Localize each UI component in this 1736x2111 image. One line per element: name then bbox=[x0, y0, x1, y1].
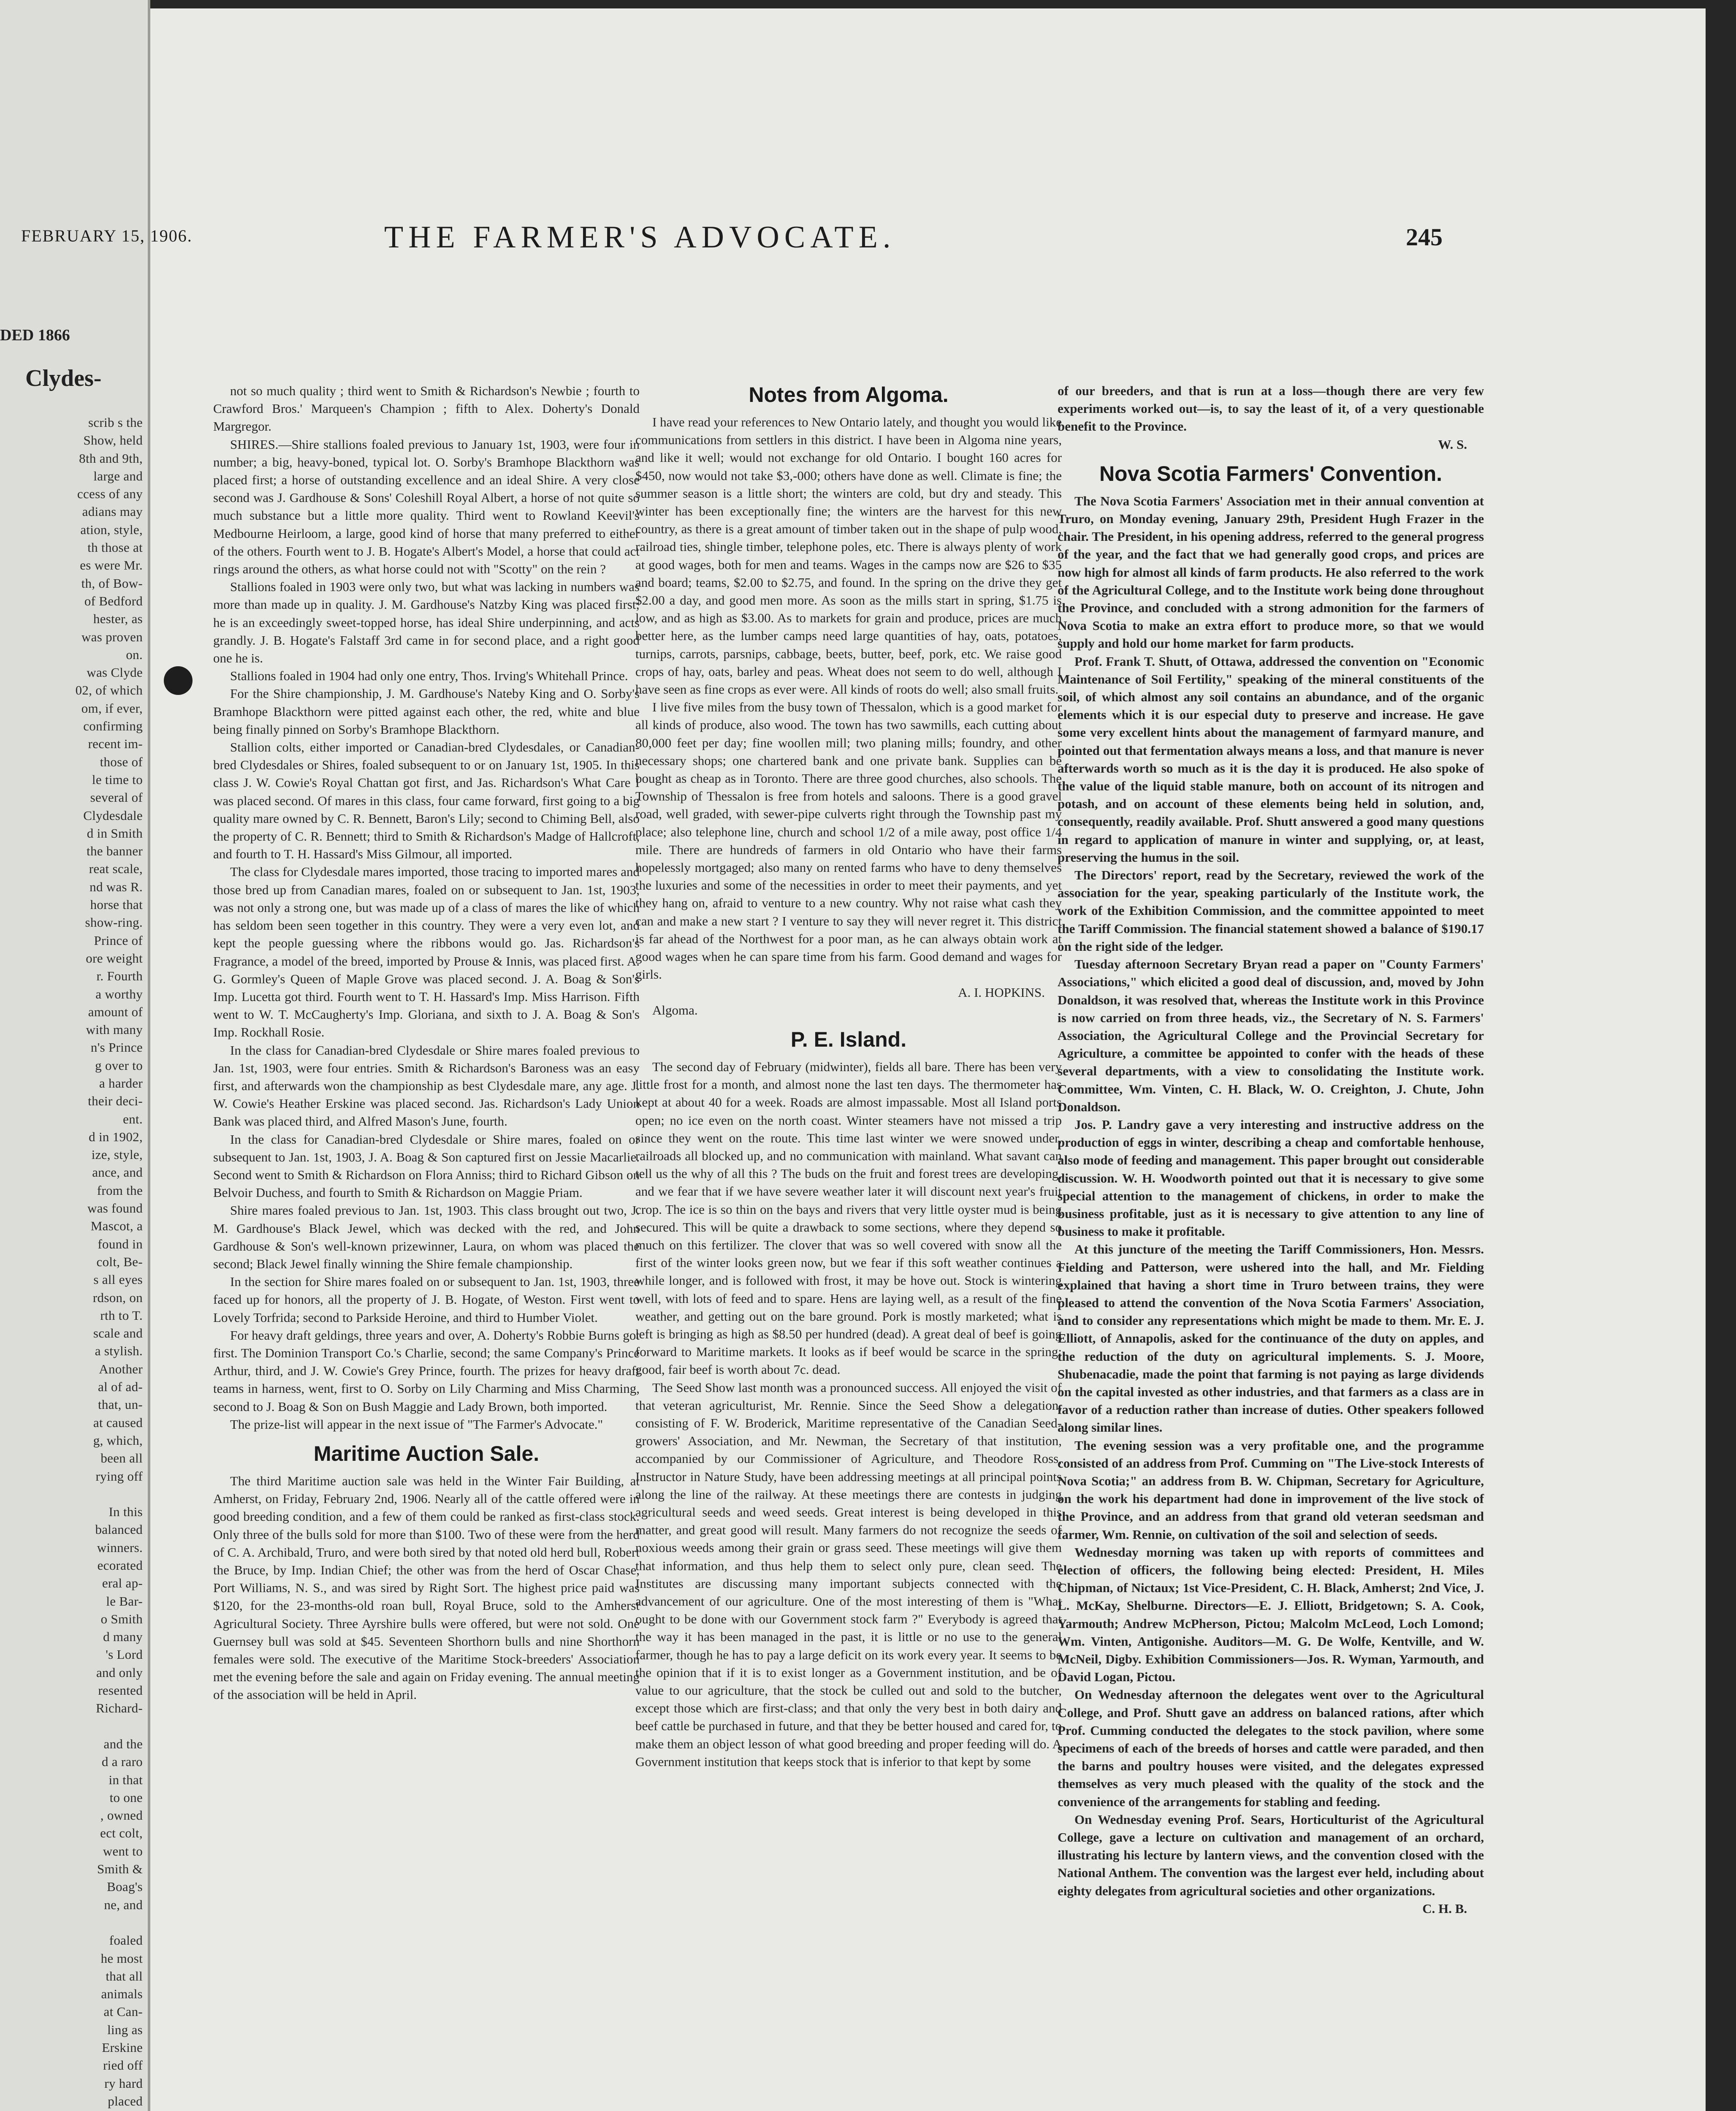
left-facing-page bbox=[0, 0, 150, 2111]
paragraph: Stallions foaled in 1903 were only two, but what was lacking in numbers was more than made up in quality. J. M. Gardhouse's Natzby King was placed first; he is an exceedingly sweet-topped horse, has ideal Shire underpinning, and acts grandly. J. B. Hogate's Falstaff 3rd came in for second place, and a right good one he is. bbox=[213, 579, 640, 666]
paragraph: At this juncture of the meeting the Tariff Commissioners, Hon. Messrs. Fielding and Patterson, were ushered into the hall, and Mr. Fielding explained that having a short time in Truro between trains, they were pleased to attend the convention of the Nova Scotia Farmers' Association, and to consider any representations which might be made to them. Mr. E. J. Elliott, of Annapolis, asked for the continuance of the duty on apples, and the reduction of the duty on agricultural implements. S. J. Moore, Shubenacadie, made the point that farming is not paying as large dividends on the capital invested as other industries, and that farmers as a class are in favor of a reduction rather than increase of duties. Other speakers followed along similar lines. bbox=[1058, 1242, 1484, 1435]
paragraph: The evening session was a very profitable one, and the programme consisted of an address from Prof. Cumming on "The Live-stock Interests of Nova Scotia;" an address from B. W. Chipman, Secretary for Agriculture, on the work his department had done in improvement of the live stock of the Province, and an address from that grand old veteran seedsman and farmer, Wm. Rennie, on cultivation of the soil and selection of seeds. bbox=[1058, 1438, 1484, 1542]
paragraph: Jos. P. Landry gave a very interesting and instructive address on the production of eggs in winter, describing a cheap and comfortable henhouse, also mode of feeding and management. This paper brought out considerable discussion. W. H. Woodworth pointed out that it is necessary to give some special attention to the management of chickens, in order to make the business profitable, just as it is necessary to give attention to any line of business to make it profitable. bbox=[1058, 1117, 1484, 1239]
section-heading-notes-from-algoma: Notes from Algoma. bbox=[749, 383, 949, 407]
page-number: 245 bbox=[1406, 223, 1443, 251]
scan-border-top bbox=[148, 0, 1736, 8]
column-middle bbox=[635, 382, 1062, 1771]
paragraph: On Wednesday evening Prof. Sears, Horticulturist of the Agricultural College, gave a lecture on cultivation and management of an orchard, illustrating his lecture by lantern views, and the convention closed with the National Anthem. The convention was the largest ever held, including about eighty delegates from agricultural societies and other organizations. bbox=[1058, 1812, 1484, 1898]
paragraph: The Seed Show last month was a pronounced success. All enjoyed the visit of that veteran agriculturist, Mr. Rennie. Since the Seed Show a delegation, consisting of F. W. Broderick, Maritime representative of the Canadian Seed-growers' Association, and Mr. Newman, the Secretary of that institution, accompanied by our Commissioner of Agriculture, and Theodore Ross, Instructor in Nature Study, have been addressing meetings at all principal points along the line of the railway. At these meetings there are contests in judging agricultural seeds and weed seeds. Great interest is being developed in this matter, and great good will result. Many farmers do not recognize the seeds of noxious weeds among their grain or grass seed. These meetings will give them that information, and thus help them to select only pure, clean seed. The Institutes are discussing many important subjects connected with the advancement of our agriculture. One of the most interesting of them is "What ought to be done with our Government stock farm ?" Everybody is agreed that the way it has been managed in the past, it is little or no use to the general farmer, though he has to pay a large deficit on its work every year. It seems to be the opinion that if it is to exist longer as a Government institution, and be of value to our agriculture, that the stock be culled out and sold to the butcher, except those which are first-class; and that only the very best in both dairy and beef cattle be purchased in future, and that they be better housed and cared for, to make them an object lesson of what good breeding and proper feeding will do. A Government institution that keeps stock that is inferior to that kept by some bbox=[635, 1380, 1062, 1769]
paragraph: The class for Clydesdale mares imported, those tracing to imported mares and those bred up from Canadian mares, foaled on or subsequent to Jan. 1st, 1903, was not only a strong one, but was made up of a class of mares the like of which has seldom been seen together in this country. They were a very even lot, and kept the people guessing where the ribbons would go. Jas. Richardson's Fragrance, a model of the breed, imported by Prouse & Innis, was placed first. A. G. Gormley's Queen of Maple Grove was placed second. J. A. Boag & Son's Imp. Lucetta got third. Fourth went to T. H. Hassard's Imp. Miss Harrison. Fifth went to W. T. McCaugherty's Imp. Gloriana, and sixth to J. A. Boag & Son's Imp. Rockhall Rosie. bbox=[213, 864, 640, 1040]
paragraph: The third Maritime auction sale was held in the Winter Fair Building, at Amherst, on Friday, February 2nd, 1906. Nearly all of the cattle offered were in good breeding condition, and a few of them could be ranked as first-class stock. Only three of the bulls sold for more than $100. Two of these were from the herd of C. A. Archibald, Truro, and were both sired by that noted old herd bull, Robert the Bruce, by Imp. Indian Chief; the other was from the herd of Oscar Chase, Port Williams, N. S., and was sired by Right Sort. The highest price paid was $120, for the 23-months-old roan bull, Royal Bruce, sold to the Amherst Agricultural Society. Three Ayrshire bulls were offered, but were not sold. One Guernsey bull was sold at $45. Seventeen Shorthorn bulls and nine Shorthorn females were sold. The executive of the Maritime Stock-breeders' Association met the evening before the sale and again on Friday evening. The annual meeting of the association will be held in April. bbox=[213, 1473, 640, 1702]
paragraph: I live five miles from the busy town of Thessalon, which is a good market for all kinds of produce, also wood. The town has two sawmills, each cutting about 80,000 feet per day; fine woollen mill; two planing mills; foundry, and other necessary shops; one chartered bank and one private bank. Supplies can be bought as cheap as in Toronto. There are three good churches, also schools. The Township of Thessalon is free from hotels and saloons. There is a good gravel road, well graded, with sewer-pipe culverts right through the Township past my place; also telephone line, church and school 1/2 of a mile away, post office 1/4 mile. There are hundreds of farmers in old Ontario who have their farms hopelessly mortgaged; also many on rented farms who have to deny themselves the luxuries and some of the necessities in order to meet their payments, and yet they hang on, afraid to venture to a new country. Why not raise what cash they can and make a new start ? I venture to say they will never regret it. This district is far ahead of the Northwest for a poor man, as he can always obtain work at good wages when he can spare time from his farm. Good demand and wages for girls. bbox=[635, 700, 1062, 982]
paragraph: I have read your references to New Ontario lately, and thought you would like communications from settlers in this district. I have been in Algoma nine years, and like it well; would not exchange for old Ontario. I bought 160 acres for $450, now would not take $3,-000; others have done as well. Climate is fine; the summer season is a little short; the winters are cold, but dry and steady. This winter has been exceptionally fine; the winters are the harvest for this new country, as there is a great amount of timber taken out in the shape of pulp wood, railroad ties, shingle timber, telephone poles, etc. There is always plenty of work at good wages, both for men and teams. Wages in the camps now are $26 to $35 and board; teams, $2.00 to $2.75, and found. In the spring on the drive they get $2.00 a day, and good men more. As soon as the mills start in spring, $1.75 is low, and as high as $3.00. As to markets for grain and produce, prices are much better here, as the lumber camps need large quantities of hay, oats, potatoes, turnips, carrots, parsnips, cabbage, beets, butter, beef, pork, etc. We raise good crops of hay, oats, barley and peas. Wheat does not seem to do well, although I have seen as fine crops as ever were. All kinds of roots do well; also small fruits. bbox=[635, 415, 1062, 697]
paragraph: In the class for Canadian-bred Clydesdale or Shire mares, foaled on or subsequent to Jan. 1st, 1903, J. A. Boag & Son captured first on Jessie Macarlie. Second went to Smith & Richardson on Flora Anniss; third to Richard Gibson on Belvoir Duchess, and fourth to Smith & Richardson on Maggie Priam. bbox=[213, 1131, 640, 1200]
column-right bbox=[1058, 382, 1484, 1918]
column-left bbox=[213, 382, 640, 1704]
masthead-title: THE FARMER'S ADVOCATE. bbox=[384, 220, 896, 255]
paragraph: The Directors' report, read by the Secretary, reviewed the work of the association for the year, speaking particularly of the Institute work, the work of the Exhibition Commission, and the committee appointed to meet the Tariff Commission. The financial statement showed a balance of $190.17 on the right side of the ledger. bbox=[1058, 868, 1484, 954]
location-line: Algoma. bbox=[652, 1002, 698, 1018]
paragraph: On Wednesday afternoon the delegates went over to the Agricultural College, and Prof. Shutt gave an address on balanced rations, after which Prof. Cumming conducted the delegates to the stock pavilion, where some specimens of each of the breeds of horses and cattle were paraded, and then the barns and poultry houses were visited, and the delegates expressed themselves as very much pleased with the quality of the stock and the convenience of the arrangements for stabling and feeding. bbox=[1058, 1687, 1484, 1809]
author-signature: C. H. B. bbox=[1422, 1901, 1467, 1916]
paragraph: The Nova Scotia Farmers' Association met in their annual convention at Truro, on Monday evening, January 29th, President Hugh Frazer in the chair. The President, in his opening address, referred to the general progress of the year, and the fact that we had generally good crops, and prices are now high for almost all kinds of farm products. He also referred to the work of the Agricultural College, and to the Institute work being done throughout the Province, and concluded with a strong admonition for the farmers of Nova Scotia to make an extra effort to produce more, so that we would supply and hold our home market for farm products. bbox=[1058, 493, 1484, 651]
paragraph: not so much quality ; third went to Smith & Richardson's Newbie ; fourth to Crawford Bros.' Marqueen's Champion ; fifth to Alex. Doherty's Donald Margregor. bbox=[213, 383, 640, 434]
issue-date: FEBRUARY 15, 1906. bbox=[21, 226, 193, 245]
paragraph: The second day of February (midwinter), fields all bare. There has been very little frost for a month, and almost none the last ten days. The thermometer has kept at about 40 for a week. Roads are almost impassable. Most all Island ports open; no ice even on the north coast. Winter steamers have not missed a trip since they went on the route. This time last winter we were snowed under, railroads all blocked up, and no communication with mainland. What savant can tell us the why of all this ? The buds on the fruit and forest trees are developing, and we fear that if we have severe weather later it will discount next year's fruit crop. The ice is so thin on the bays and rivers that very little oyster mud is being secured. This will be quite a drawback to some sections, where they depend so much on this fertilizer. The clover that was so well covered with snow all the first of the winter looks green now, but we fear if this soft weather continues a while longer, and is followed with frost, it may be hove out. Stock is wintering well, with lots of feed and to spare. Hens are laying well, as a result of the fine weather, and getting out on the bare ground. Pork is mostly marketed; what is left is bringing as high as $8.50 per hundred (dead). A great deal of beef is going forward to Maritime markets. It looks as if beef would be scarce in the spring; good, fair beef is worth about 7c. dead. bbox=[635, 1059, 1062, 1377]
author-signature: A. I. HOPKINS. bbox=[958, 985, 1045, 1000]
paragraph: For the Shire championship, J. M. Gardhouse's Nateby King and O. Sorby's Bramhope Blackthorn were pitted against each other, the red, white and blue being finally pinned on Sorby's Bramhope Blackthorn. bbox=[213, 686, 640, 737]
paragraph: Shire mares foaled previous to Jan. 1st, 1903. This class brought out two, J. M. Gardhouse's Black Jewel, which was decked with the red, and John Gardhouse & Son's well-known prizewinner, Laura, on whom was placed the second; Black Jewel finally winning the Shire female championship. bbox=[213, 1203, 640, 1271]
paragraph: Stallion colts, either imported or Canadian-bred Clydesdales, or Canadian-bred Clydesdales or Shires, foaled subsequent to or on January 1st, 1905. In this class J. W. Cowie's Royal Chattan got first, and Jas. Richardson's What Care I was placed second. Of mares in this class, four came forward, first going to a big quality mare owned by C. R. Bennett, Baron's Lily; second to Chiming Bell, also the property of C. R. Bennett; third to Smith & Richardson's Madge of Hallcroft, and fourth to T. H. Hassard's Miss Gilmour, all imported. bbox=[213, 740, 640, 862]
left-page-text: scrib s the Show, held 8th and 9th, large and ccess of any adians may ation, style, th those at es were Mr. th, of Bow- of Bedford hester, as was proven on. was Clyde 02, of which om, if ever, confirming recent im- those of le time to several of Clydesdale d in Smith the banner reat scale, nd was R. horse that show-ring. Prince of ore weight r. Fourth a worthy amount of with many n's Prince g over to a harder their deci- ent. d in 1902, ize, style, ance, and from the was found Mascot, a found in colt, Be- s all eyes rdson, on rth to T. scale and a stylish. Another al of ad- that, un- at caused g, which, been all rying off In this balanced winners. ecorated eral ap- le Bar- o Smith d many 's Lord and only resented Richard- and the d a raro in that to one , owned ect colt, went to Smith & Boag's ne, and foaled he most that all animals at Can- ling as Erskine ried off ry hard placed bbox=[75, 415, 143, 2108]
binding-hole bbox=[164, 666, 193, 695]
scan-border-right bbox=[1706, 0, 1736, 2111]
section-heading-maritime-auction: Maritime Auction Sale. bbox=[313, 1441, 540, 1465]
left-page-header: DED 1866 bbox=[0, 326, 70, 344]
section-heading-pe-island: P. E. Island. bbox=[790, 1027, 907, 1051]
paragraph: For heavy draft geldings, three years and over, A. Doherty's Robbie Burns got first. The Dominion Transport Co.'s Charlie, second; the same Company's Prince Arthur, third, and J. W. Cowie's Grey Prince, fourth. The prizes for heavy draft teams in harness, went, first to O. Sorby on Lily Charming and Miss Charming, second to J. Boag & Son on Bush Maggie and Lady Brown, both imported. bbox=[213, 1327, 640, 1414]
paragraph: Tuesday afternoon Secretary Bryan read a paper on "County Farmers' Associations," which elicited a good deal of discussion, and, moved by John Donaldson, it was resolved that, whereas the Institute work in this Province is now carried on from three heads, viz., the Secretary of N. S. Farmers' Association, the Agricultural College and the Provincial Secretary for Agriculture, a committee be appointed to confer with the heads of these several departments, with a view to consolidating the Institute work. Committee, Wm. Vinten, C. H. Black, W. O. Creighton, J. Chute, John Donaldson. bbox=[1058, 957, 1484, 1114]
paragraph: The prize-list will appear in the next issue of "The Farmer's Advocate." bbox=[230, 1416, 603, 1432]
paragraph: Wednesday morning was taken up with reports of committees and election of officers, the following being elected: President, H. Miles Chipman, of Nictaux; 1st Vice-President, C. H. Black, Amherst; 2nd Vice, J. L. McKay, Shelburne. Directors—E. J. Elliott, Bridgetown; S. A. Cook, Yarmouth; Andrew McPherson, Pictou; Malcolm McLeod, Loch Lomond; Wm. Vinten, Antigonishe. Auditors—M. G. De Wolfe, Kentville, and W. McNeil, Digby. Exhibition Commissioners—Jos. R. Wyman, Yarmouth, and David Logan, Pictou. bbox=[1058, 1544, 1484, 1685]
paragraph: Stallions foaled in 1904 had only one entry, Thos. Irving's Whitehall Prince. bbox=[230, 668, 628, 684]
section-heading-nova-scotia-convention: Nova Scotia Farmers' Convention. bbox=[1099, 461, 1443, 486]
paragraph: SHIRES.—Shire stallions foaled previous to January 1st, 1903, were four in number; a big, heavy-boned, typical lot. O. Sorby's Bramhope Blackthorn was placed first; a horse of outstanding excellence and an ideal Shire. A very close second was J. Gardhouse & Sons' Coleshill Royal Albert, a horse of not quite so much substance but a little more quality. Third went to Rowland Keevil's Medbourne Heirloom, a large, good kind of horse that many preferred to either of the others. Fourth went to J. B. Hogate's Albert's Model, a horse that could act rings around the others, as what horse could not with "Scotty" on the rein ? bbox=[213, 437, 640, 577]
paragraph: Prof. Frank T. Shutt, of Ottawa, addressed the convention on "Economic Maintenance of Soil Fertility," speaking of the mineral constituents of the soil, of which almost any soil contains an abundance, and of the organic elements which it is our especial duty to preserve and increase. He gave some very excellent hints about the management of farmyard manure, and pointed out that fermentation always means a loss, and that manure is never afterwards worth so much as it is the day it is produced. He also spoke of the value of the liquid stable manure, both on account of its nitrogen and potash, and on account of these elements being held in solution, and, consequently, readily available. Prof. Shutt answered a good many questions in regard to application of manure in winter and supplying, or, at least, preserving the humus in the soil. bbox=[1058, 654, 1484, 865]
paragraph: In the class for Canadian-bred Clydesdale or Shire mares foaled previous to Jan. 1st, 1903, were four entries. Smith & Richardson's Baroness was an easy first, and afterwards won the championship as best Clydesdale mare, any age. J. W. Cowie's Heather Erskine was placed second. Jas. Richardson's Lady Union Bank was placed third, and Alfred Mason's June, fourth. bbox=[213, 1042, 640, 1129]
left-page-title: Clydes- bbox=[25, 365, 102, 391]
paragraph: In the section for Shire mares foaled on or subsequent to Jan. 1st, 1903, three faced up for honors, all the property of J. B. Hogate, of Weston. First went to Lovely Torfrida; second to Parkside Heroine, and third to Humber Violet. bbox=[213, 1274, 640, 1325]
author-signature: W. S. bbox=[1438, 437, 1467, 452]
paragraph: of our breeders, and that is run at a loss—though there are very few experiments worked out—is, to say the least of it, of a very questionable benefit to the Province. bbox=[1058, 383, 1484, 434]
